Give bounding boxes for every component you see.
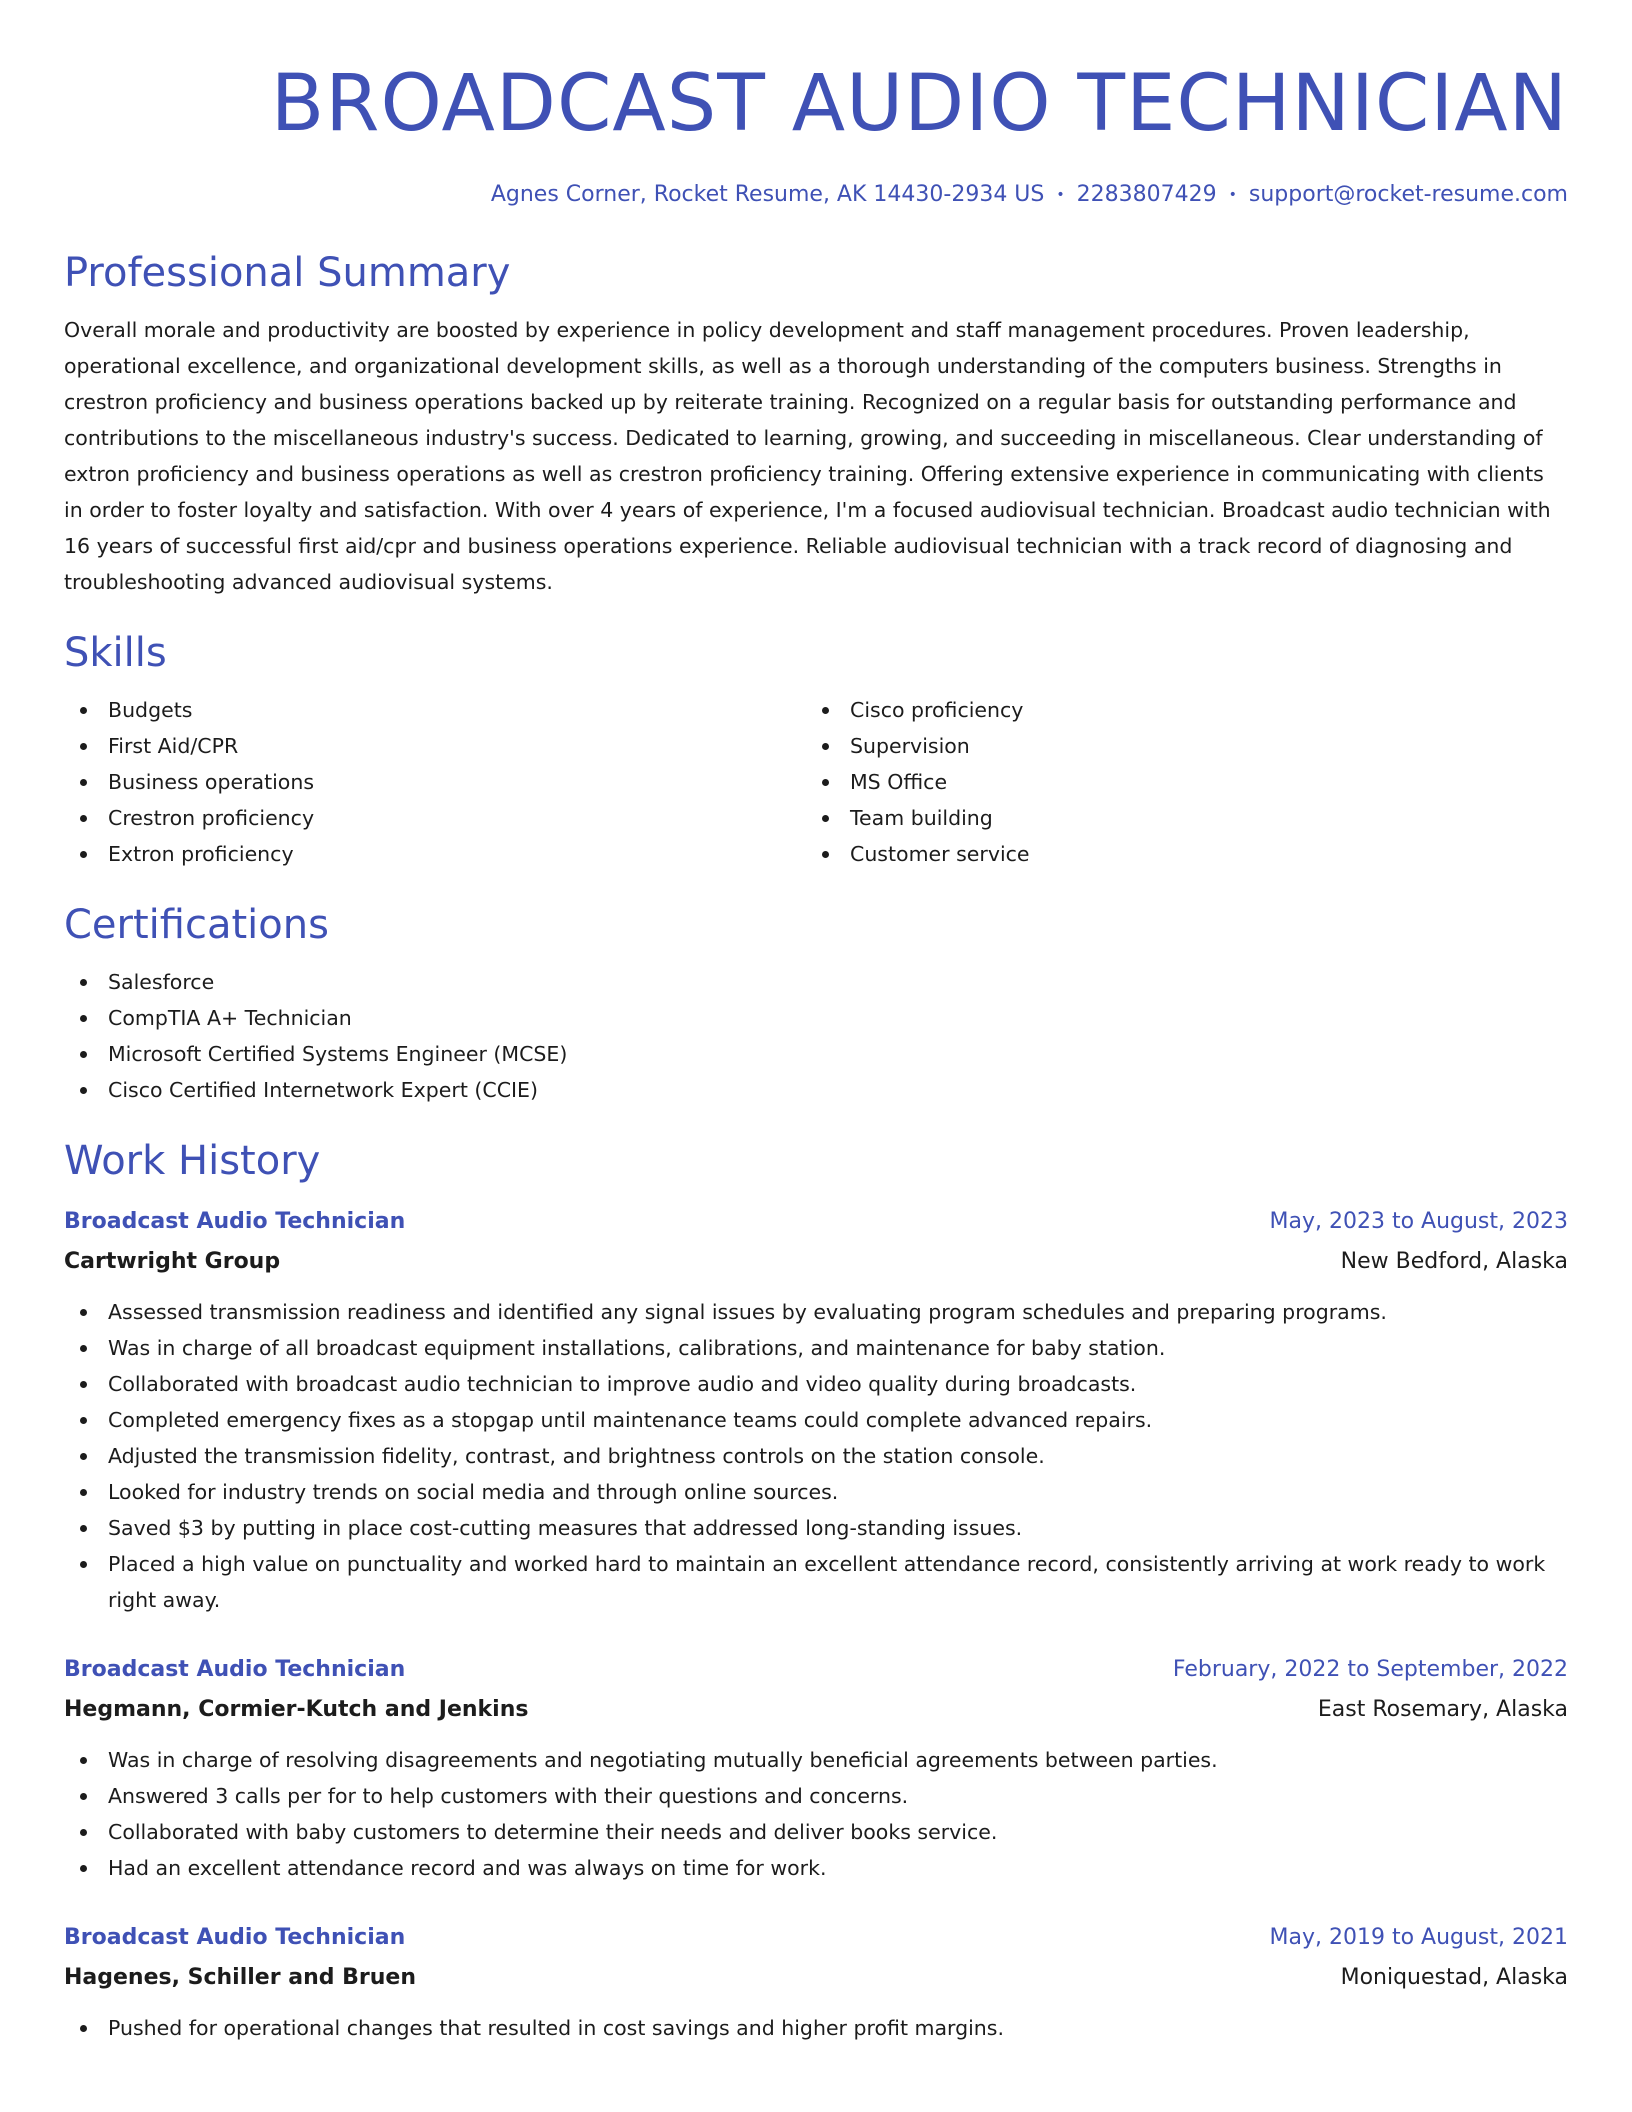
skills-list-right bbox=[806, 692, 1548, 872]
section-title-summary: Professional Summary bbox=[64, 250, 511, 296]
job-duty-item: Collaborated with broadcast audio technician to improve audio and video quality during broadcasts. bbox=[64, 1366, 1568, 1402]
skill-item: Supervision bbox=[806, 728, 1548, 764]
skill-item: MS Office bbox=[806, 764, 1548, 800]
skills-list-left bbox=[64, 692, 806, 872]
job-duty-item: Assessed transmission readiness and identified any signal issues by evaluating program schedules and preparing programs. bbox=[64, 1294, 1568, 1330]
contact-phone: 2283807429 bbox=[1076, 182, 1217, 207]
job-header-row bbox=[64, 1202, 1568, 1242]
skill-item: Crestron proficiency bbox=[64, 800, 806, 836]
job-duty-item: Was in charge of resolving disagreements and negotiating mutually beneficial agreements between parties. bbox=[64, 1742, 1568, 1778]
job-title: Broadcast Audio Technician bbox=[64, 1657, 406, 1682]
job-entry bbox=[64, 1650, 1568, 1886]
job-duty-item: Answered 3 calls per for to help customers with their questions and concerns. bbox=[64, 1778, 1568, 1814]
job-duties-list bbox=[64, 2010, 1568, 2046]
certification-item: Microsoft Certified Systems Engineer (MCSE) bbox=[64, 1036, 1568, 1072]
job-duty-item: Placed a high value on punctuality and worked hard to maintain an excellent attendance record, consistently arriving at work ready to work right away. bbox=[64, 1546, 1568, 1618]
summary-text: Overall morale and productivity are boosted by experience in policy development and staff management procedures. Proven leadership, operational excellence, and organizational development skills, as well as a thorough understanding of the computers business. Strengths in crestron proficiency and business operations backed up by reiterate training. Recognized on a regular basis for outstanding performance and contributions to the miscellaneous industry's success. Dedicated to learning, growing, and succeeding in miscellaneous. Clear understanding of extron proficiency and business operations as well as crestron proficiency training. Offering extensive experience in communicating with clients in order to foster loyalty and satisfaction. With over 4 years of experience, I'm a focused audiovisual technician. Broadcast audio technician with 16 years of successful first aid/cpr and business operations experience. Reliable audiovisual technician with a track record of diagnosing and troubleshooting advanced audiovisual systems. bbox=[64, 318, 1551, 594]
job-duty-item: Adjusted the transmission fidelity, contrast, and brightness controls on the station console. bbox=[64, 1438, 1568, 1474]
skill-item: First Aid/CPR bbox=[64, 728, 806, 764]
certification-item: CompTIA A+ Technician bbox=[64, 1000, 1568, 1036]
job-company: Hagenes, Schiller and Bruen bbox=[64, 1965, 416, 1990]
job-duties-list bbox=[64, 1742, 1568, 1886]
skill-item: Business operations bbox=[64, 764, 806, 800]
job-duty-item: Looked for industry trends on social media and through online sources. bbox=[64, 1474, 1568, 1510]
skills-column-left bbox=[64, 692, 806, 872]
job-duty-item: Collaborated with baby customers to determine their needs and deliver books service. bbox=[64, 1814, 1568, 1850]
section-title-skills: Skills bbox=[64, 630, 167, 676]
summary-section bbox=[64, 246, 1568, 600]
job-duty-item: Was in charge of all broadcast equipment installations, calibrations, and maintenance for baby station. bbox=[64, 1330, 1568, 1366]
job-dates: February, 2022 to September, 2022 bbox=[1172, 1657, 1568, 1682]
certification-item: Cisco Certified Internetwork Expert (CCIE) bbox=[64, 1072, 1568, 1108]
skills-grid bbox=[64, 692, 1568, 872]
job-dates: May, 2023 to August, 2023 bbox=[1269, 1209, 1568, 1234]
job-location: East Rosemary, Alaska bbox=[1317, 1697, 1568, 1722]
certifications-section bbox=[64, 898, 1568, 1108]
bullet-separator: • bbox=[1056, 187, 1065, 203]
job-duty-item: Saved $3 by putting in place cost-cutting measures that addressed long-standing issues. bbox=[64, 1510, 1568, 1546]
contact-address: Agnes Corner, Rocket Resume, AK 14430-2934 US bbox=[490, 182, 1045, 207]
resume-header bbox=[64, 54, 1568, 210]
skill-item: Customer service bbox=[806, 836, 1548, 872]
job-location: New Bedford, Alaska bbox=[1340, 1249, 1568, 1274]
job-header-row bbox=[64, 1918, 1568, 1958]
section-title-work-history: Work History bbox=[64, 1138, 321, 1184]
job-dates: May, 2019 to August, 2021 bbox=[1269, 1925, 1568, 1950]
certification-item: Salesforce bbox=[64, 964, 1568, 1000]
job-location: Moniquestad, Alaska bbox=[1340, 1965, 1568, 1990]
job-duty-item: Had an excellent attendance record and was always on time for work. bbox=[64, 1850, 1568, 1886]
skill-item: Budgets bbox=[64, 692, 806, 728]
skills-column-right bbox=[806, 692, 1548, 872]
job-title: Broadcast Audio Technician bbox=[64, 1925, 406, 1950]
job-company-row bbox=[64, 1690, 1568, 1730]
job-company-row bbox=[64, 1958, 1568, 1998]
bullet-separator: • bbox=[1228, 187, 1237, 203]
job-company: Hegmann, Cormier-Kutch and Jenkins bbox=[64, 1697, 529, 1722]
job-header-row bbox=[64, 1650, 1568, 1690]
contact-line bbox=[64, 180, 1568, 210]
skills-section bbox=[64, 626, 1568, 872]
job-title: Broadcast Audio Technician bbox=[64, 1209, 406, 1234]
work-history-section bbox=[64, 1134, 1568, 2046]
job-duties-list bbox=[64, 1294, 1568, 1618]
skill-item: Extron proficiency bbox=[64, 836, 806, 872]
job-entry bbox=[64, 1202, 1568, 1618]
job-company-row bbox=[64, 1242, 1568, 1282]
job-duty-item: Pushed for operational changes that resulted in cost savings and higher profit margins. bbox=[64, 2010, 1568, 2046]
skill-item: Team building bbox=[806, 800, 1548, 836]
job-entry bbox=[64, 1918, 1568, 2046]
job-company: Cartwright Group bbox=[64, 1249, 281, 1274]
section-title-certifications: Certifications bbox=[64, 902, 329, 948]
certifications-list bbox=[64, 964, 1568, 1108]
skill-item: Cisco proficiency bbox=[806, 692, 1548, 728]
job-duty-item: Completed emergency fixes as a stopgap until maintenance teams could complete advanced repairs. bbox=[64, 1402, 1568, 1438]
contact-email: support@rocket-resume.com bbox=[1248, 182, 1568, 207]
candidate-title: BROADCAST AUDIO TECHNICIAN bbox=[270, 59, 1568, 149]
